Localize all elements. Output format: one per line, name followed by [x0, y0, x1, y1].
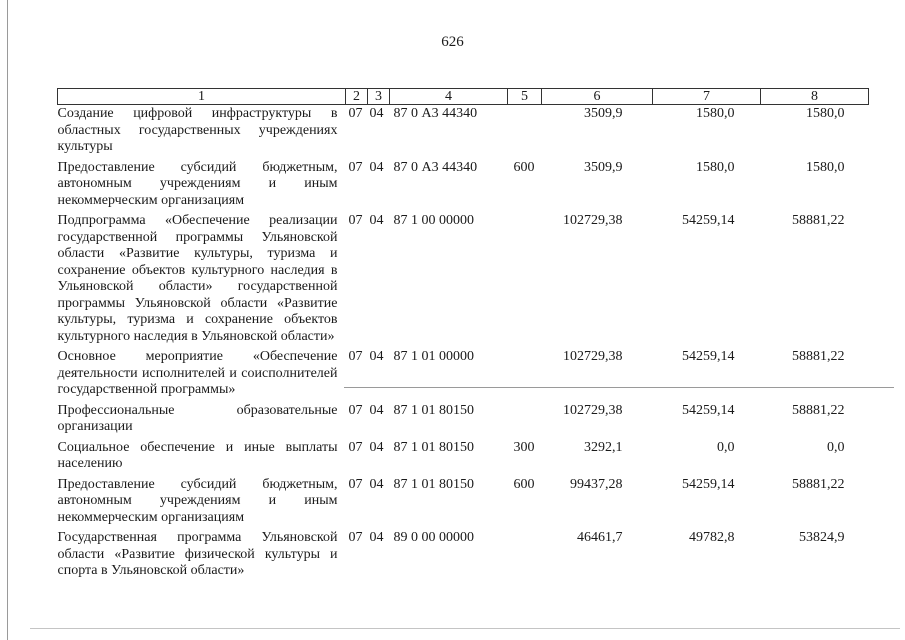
row-amount-col7: 1580,0 — [696, 159, 735, 175]
row-name: Государственная программа Ульяновской области «Развитие физической культуры и спорта в Ульяновской области» — [57, 530, 338, 578]
row-target-code: 87 1 01 80150 — [393, 439, 474, 455]
row-amount-col7: 49782,8 — [689, 530, 735, 545]
row-section: 07 — [348, 213, 363, 228]
table-row — [58, 529, 869, 583]
row-amount-col7: 54259,14 — [682, 476, 735, 492]
table-row — [58, 402, 869, 439]
table-row — [58, 159, 869, 213]
header-cell-1: 1 — [58, 89, 346, 105]
row-name: Предоставление субсидий бюджетным, автономным учреждениям и иным некоммерческим организациям — [57, 476, 338, 525]
row-target-code: 87 1 00 00000 — [393, 213, 474, 228]
row-name: Предоставление субсидий бюджетным, автономным учреждениям и иным некоммерческим организациям — [57, 159, 338, 208]
table-row — [58, 348, 869, 402]
row-section: 07 — [348, 106, 363, 121]
row-target-code: 87 0 А3 44340 — [393, 106, 478, 121]
row-subsection: 04 — [369, 159, 384, 175]
header-cell-3: 3 — [368, 89, 390, 105]
row-amount-col6: 102729,38 — [563, 213, 623, 228]
row-amount-col6: 46461,7 — [577, 530, 623, 545]
row-target-code: 87 1 01 80150 — [393, 402, 474, 418]
row-amount-col7: 54259,14 — [682, 402, 735, 418]
row-name: Профессиональные образовательные организации — [57, 402, 338, 434]
row-amount-col7: 0,0 — [717, 439, 735, 455]
header-cell-4: 4 — [390, 89, 508, 105]
row-section: 07 — [348, 530, 363, 545]
row-target-code: 87 0 А3 44340 — [393, 159, 478, 175]
row-expense-type: 300 — [513, 439, 535, 455]
page-number: 626 — [441, 34, 464, 50]
row-amount-col7: 54259,14 — [682, 349, 735, 364]
budget-table — [57, 88, 869, 583]
row-amount-col8: 53824,9 — [799, 530, 845, 545]
row-subsection: 04 — [369, 402, 384, 418]
row-name: Подпрограмма «Обеспечение реализации государственной программы Ульяновской области «Развитие культуры, туризма и сохранение объектов культурного наследия в Ульяновской области» государственной программы Ульяновской области «Развитие культуры, туризма и сохранение объектов культурного наследия в Ульяновской области» — [57, 213, 338, 344]
row-amount-col8: 58881,22 — [792, 402, 845, 418]
row-subsection: 04 — [369, 106, 384, 121]
row-expense-type — [508, 348, 542, 402]
row-amount-col8: 0,0 — [827, 439, 845, 455]
row-amount-col6: 102729,38 — [563, 402, 623, 418]
scan-edge-line — [7, 0, 8, 640]
row-target-code: 87 1 01 80150 — [393, 476, 474, 492]
row-name: Социальное обеспечение и иные выплаты населению — [57, 439, 338, 471]
row-section: 07 — [348, 439, 363, 455]
table-row — [58, 476, 869, 530]
header-cell-2: 2 — [346, 89, 368, 105]
row-amount-col6: 3509,9 — [584, 106, 623, 121]
header-cell-8: 8 — [761, 89, 869, 105]
row-amount-col8: 1580,0 — [806, 159, 845, 175]
row-amount-col6: 102729,38 — [563, 349, 623, 364]
row-section: 07 — [348, 159, 363, 175]
scan-bottom-line — [30, 628, 900, 629]
row-expense-type — [508, 529, 542, 583]
row-section: 07 — [348, 476, 363, 492]
row-subsection: 04 — [369, 530, 384, 545]
table-row — [58, 105, 869, 159]
row-amount-col7: 1580,0 — [696, 106, 735, 121]
row-subsection: 04 — [369, 349, 384, 364]
table-header — [58, 89, 869, 105]
table-row — [58, 212, 869, 348]
row-section: 07 — [348, 402, 363, 418]
row-amount-col6: 3292,1 — [584, 439, 623, 455]
header-cell-6: 6 — [542, 89, 653, 105]
row-target-code: 89 0 00 00000 — [393, 530, 474, 545]
header-cell-7: 7 — [653, 89, 761, 105]
row-name: Создание цифровой инфраструктуры в областных государственных учреждениях культуры — [57, 106, 338, 154]
row-name: Основное мероприятие «Обеспечение деятельности исполнителей и соисполнителей государственной программы» — [57, 349, 338, 397]
row-expense-type — [508, 105, 542, 159]
row-subsection: 04 — [369, 439, 384, 455]
row-expense-type — [508, 212, 542, 348]
row-subsection: 04 — [369, 213, 384, 228]
row-section: 07 — [348, 349, 363, 364]
row-target-code: 87 1 01 00000 — [393, 349, 474, 364]
row-expense-type — [508, 402, 542, 439]
row-amount-col6: 3509,9 — [584, 159, 623, 175]
header-row — [58, 89, 869, 105]
row-expense-type: 600 — [513, 476, 535, 492]
table-row — [58, 439, 869, 476]
row-amount-col6: 99437,28 — [570, 476, 623, 492]
row-amount-col7: 54259,14 — [682, 213, 735, 228]
header-cell-5: 5 — [508, 89, 542, 105]
row-separator-line — [344, 387, 894, 388]
row-amount-col8: 58881,22 — [792, 476, 845, 492]
row-amount-col8: 1580,0 — [806, 106, 845, 121]
row-expense-type: 600 — [513, 159, 535, 175]
table-body — [58, 105, 869, 583]
row-subsection: 04 — [369, 476, 384, 492]
row-amount-col8: 58881,22 — [792, 349, 845, 364]
row-amount-col8: 58881,22 — [792, 213, 845, 228]
